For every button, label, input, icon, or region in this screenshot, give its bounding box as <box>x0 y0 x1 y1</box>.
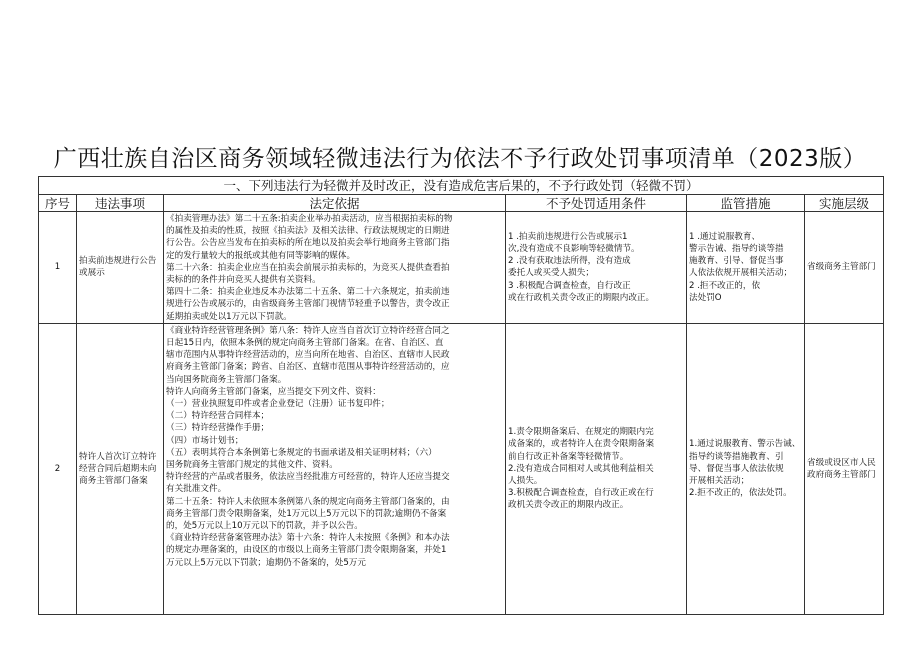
section-title: 一、下列违法行为轻微并及时改正，没有造成危害后果的，不予行政处罚（轻微不罚） <box>39 177 884 195</box>
violation-item: 特许人首次订立特许经营合同后超期未向商务主管部门备案 <box>77 323 164 614</box>
measure-line: 指导约谈等措施教育、引 <box>689 451 784 462</box>
measure-line: 开展相关活动； <box>689 475 750 486</box>
section-row <box>39 177 884 195</box>
condition-line: 2.没有造成合同相对人或其他利益相关 <box>508 463 654 474</box>
measure-line: 2 .拒不改正的，依 <box>689 280 761 291</box>
exemption-conditions <box>506 212 687 324</box>
basis-line: 延期拍卖或处以1万元以下罚款。 <box>166 311 292 322</box>
basis-line: 日起15日内，依照本条例的规定向商务主管部门备案。在省、自治区、直 <box>166 338 444 349</box>
measure-line: 2.拒不改正的，依法处罚。 <box>689 488 792 499</box>
measure-line: 施教育、引导、督促当事 <box>689 256 784 267</box>
table-row <box>39 212 884 324</box>
legal-basis <box>164 212 506 324</box>
basis-line: 特许人向商务主管部门备案，应当提交下列文件、资料： <box>166 386 381 397</box>
measure-line: 人依法依规开展相关活动； <box>689 268 793 279</box>
basis-line: 的规定办理备案的，由设区的市级以上商务主管部门责令限期备案，并处1 <box>166 545 447 556</box>
measure-line: 法处罚O <box>689 292 722 303</box>
table-row <box>39 323 884 614</box>
row-number: 2 <box>39 323 77 614</box>
basis-line: 《商业特许经营备案管理办法》第十六条：特许人未按照《条例》和本办法 <box>166 533 450 544</box>
implementation-level: 省级商务主管部门 <box>805 212 884 324</box>
condition-line: 3.积极配合调查检查，自行改正或在行 <box>508 488 654 499</box>
condition-line: 政机关责令改正的期限内改正。 <box>508 500 629 511</box>
basis-line: 府商务主管部门备案；跨省、自治区、直辖市范围从事特许经营活动的，应 <box>166 362 450 373</box>
basis-line: 定的发行量较大的报纸或其他有同等影响的媒体。 <box>166 250 356 261</box>
supervision-measures <box>687 212 805 324</box>
violation-item: 拍卖前违规进行公告或展示 <box>77 212 164 324</box>
basis-line: 规进行公告或展示的，由省级商务主管部门视情节轻重予以警告，责令改正 <box>166 299 450 310</box>
condition-line: 1 .拍卖前违规进行公告或展示1 <box>508 231 628 242</box>
condition-line: 或在行政机关责令改正的期限内改正。 <box>508 292 655 303</box>
condition-line: 1.责令限期备案后、在规定的期限内完 <box>508 427 654 438</box>
basis-line: 《拍卖管理办法》第二十五条:拍卖企业举办拍卖活动，应当根据拍卖标的物 <box>166 214 453 224</box>
basis-line: 的，处5万元以上10万元以下的罚款，并予以公告。 <box>166 521 363 532</box>
measure-line: 警示告诫、指导约谈等措 <box>689 244 784 254</box>
basis-line: 商务主管部门责令限期备案，处1万元以上5万元以下的罚款;逾期仍不备案 <box>166 508 447 519</box>
exemption-conditions <box>506 323 687 614</box>
basis-line: （二）特许经营合同样本； <box>166 411 270 422</box>
header-row <box>39 195 884 212</box>
condition-line: 委托人或买受人损失； <box>508 268 594 279</box>
basis-line: （五）表明其符合本条例第七条规定的书面承诺及相关证明材料；（六） <box>166 447 437 458</box>
row-number: 1 <box>39 212 77 324</box>
basis-line: 第四十二条：拍卖企业违反本办法第二十五条、第二十六条规定，拍卖前违 <box>166 287 450 298</box>
legal-basis <box>164 323 506 614</box>
basis-line: 的属性及拍卖的性质，按照《拍卖法》及相关法律、行政法规规定的日期进 <box>166 226 450 237</box>
basis-line: （三）特许经营操作手册； <box>166 423 270 434</box>
header-conditions: 不予处罚适用条件 <box>506 195 687 212</box>
basis-line: 当向国务院商务主管部门备案。 <box>166 374 287 385</box>
condition-line: 次,没有造成不良影响等轻微情节。 <box>508 244 640 254</box>
basis-line: 特许经营的产品或者服务，依法应当经批准方可经营的，特许人还应当提交 <box>166 472 450 483</box>
basis-line: 第二十六条：拍卖企业应当在拍卖会前展示拍卖标的，为竞买人提供查看拍 <box>166 262 450 273</box>
condition-line: 3 .积极配合调查检查，自行改正 <box>508 280 631 291</box>
basis-line: 国务院商务主管部门规定的其他文件、资料。 <box>166 460 338 471</box>
implementation-level: 省级或设区市人民政府商务主管部门 <box>805 323 884 614</box>
condition-line: 前自行改正补备案等轻微情节。 <box>508 451 629 462</box>
basis-line: 辖市范围内从事特许经营活动的，应当向所在地省、自治区、直辖市人民政 <box>166 350 450 361</box>
measure-line: 1 .通过说服教育、 <box>689 231 761 242</box>
basis-line: 第二十五条：特许人未依照本条例第八条的规定向商务主管部门备案的，由 <box>166 496 450 507</box>
document-title: 广西壮族自治区商务领域轻微违法行为依法不予行政处罚事项清单（2023版） <box>53 146 867 172</box>
header-no: 序号 <box>39 195 77 212</box>
basis-line: 有关批准文件。 <box>166 484 227 495</box>
header-level: 实施层级 <box>805 195 884 212</box>
penalty-exemption-table <box>38 176 884 615</box>
basis-line: （四）市场计划书； <box>166 435 244 446</box>
condition-line: 成备案的，或者特许人在责令限期备案 <box>508 439 655 450</box>
supervision-measures <box>687 323 805 614</box>
header-basis: 法定依据 <box>164 195 506 212</box>
basis-line: 《商业特许经营管理条例》第八条：特许人应当自首次订立特许经营合同之 <box>166 325 450 336</box>
header-measures: 监管措施 <box>687 195 805 212</box>
basis-line: 万元以上5万元以下罚款；逾期仍不备案的，处5万元 <box>166 557 366 568</box>
measure-line: 导、督促当事人依法依规 <box>689 463 784 474</box>
condition-line: 人损失。 <box>508 475 543 486</box>
header-item: 违法事项 <box>77 195 164 212</box>
basis-line: （一）营业执照复印件或者企业登记（注册）证书复印件； <box>166 399 390 410</box>
basis-line: 行公告。公告应当发布在拍卖标的所在地以及拍卖会举行地商务主管部门指 <box>166 238 450 249</box>
basis-line: 卖标的的条件并向竞买人提供有关资料。 <box>166 275 321 286</box>
condition-line: 2 .没有获取违法所得，没有造成 <box>508 256 631 267</box>
measure-line: 1.通过说服教育、警示告诫、 <box>689 439 801 450</box>
